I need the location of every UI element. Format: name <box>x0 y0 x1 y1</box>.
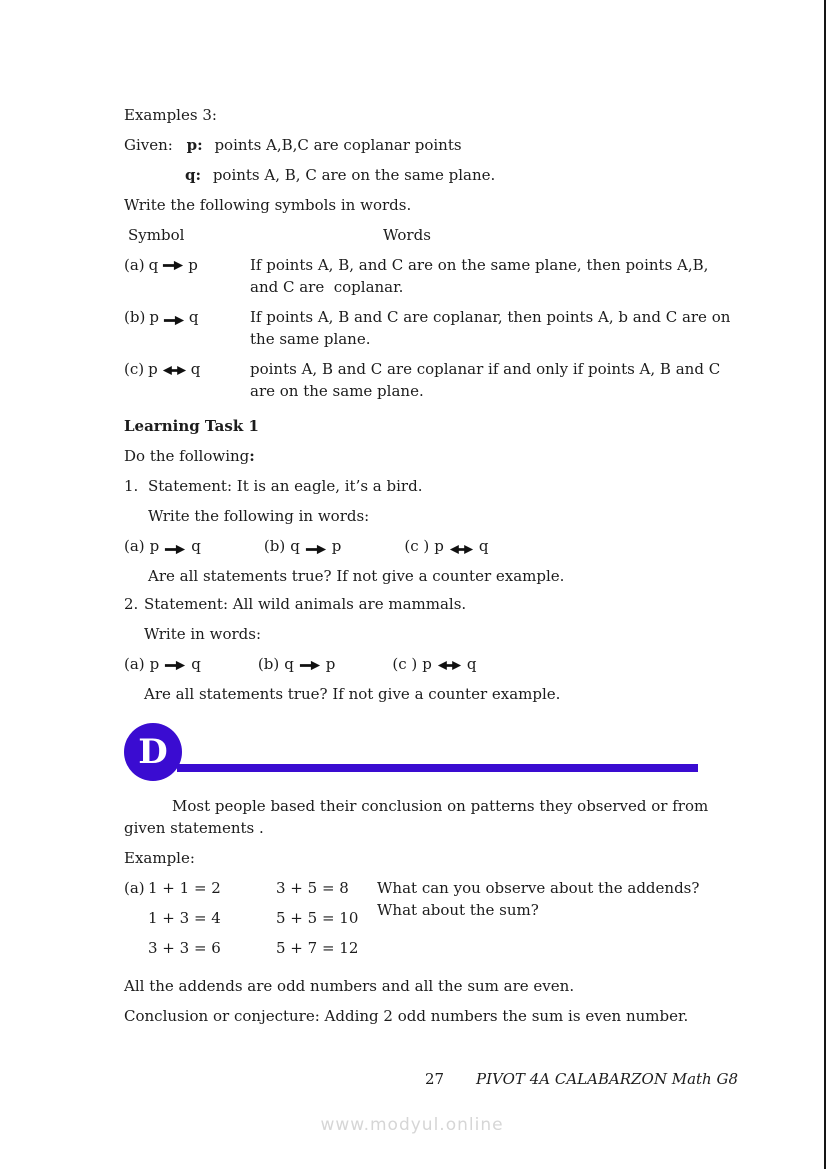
item-number: 2. <box>124 595 139 613</box>
equations-column-1 <box>148 877 276 967</box>
symbol-expression <box>124 358 250 402</box>
equations-block <box>124 877 738 967</box>
book-title: PIVOT 4A CALABARZON Math G8 <box>476 1070 738 1088</box>
task-item-1 <box>124 475 738 587</box>
words-cell: points A, B and C are coplanar if and only if points A, B and C are on the same plane. <box>250 360 725 400</box>
given-label: Given: <box>124 136 173 154</box>
q-text: points A, B, C are on the same plane. <box>212 166 496 184</box>
symbol-left: q <box>148 256 159 274</box>
table-row <box>124 306 738 350</box>
page-number: 27 <box>425 1070 445 1088</box>
symbol-right: p <box>188 256 198 274</box>
row-label: (a) <box>124 256 145 274</box>
symbol-left: p <box>148 360 158 378</box>
equations-column-2 <box>276 877 377 967</box>
learning-task-intro: Do the following: <box>124 447 255 465</box>
item-number: 1. <box>124 477 139 495</box>
watermark: www.modyul.online <box>320 1115 504 1135</box>
words-column-header: Words <box>383 226 431 244</box>
observation-line: All the addends are odd numbers and all the sum are even. <box>124 977 575 995</box>
section-d-paragraph: Most people based their conclusion on patterns they observed or from given statements . <box>124 797 709 837</box>
equation: 3 + 3 = 6 <box>148 939 221 957</box>
statement-text: Statement: All wild animals are mammals. <box>144 595 467 613</box>
right-arrow-icon <box>163 315 185 326</box>
learning-task-title: Learning Task 1 <box>124 417 259 435</box>
symbol-words-table <box>124 224 738 402</box>
symbol-column-header: Symbol <box>128 226 185 244</box>
double-arrow-icon <box>437 660 462 671</box>
option-b: (b) q p <box>257 655 336 673</box>
task-item-2 <box>124 593 738 705</box>
given-line <box>124 134 738 156</box>
section-d-header <box>124 723 738 781</box>
equations-item-label: (a) <box>124 879 145 897</box>
option-c: (c ) p q <box>392 655 477 673</box>
equations-question: What can you observe about the addends? What about the sum? <box>377 879 700 919</box>
option-c: (c ) p q <box>404 537 489 555</box>
q-label: q: <box>185 166 202 184</box>
statement-text: Statement: It is an eagle, it’s a bird. <box>148 477 423 495</box>
p-text: points A,B,C are coplanar points <box>214 136 462 154</box>
section-divider-bar <box>177 764 698 772</box>
right-arrow-icon <box>164 660 186 671</box>
question-line: Are all statements true? If not give a counter example. <box>148 567 565 585</box>
p-label: p: <box>186 136 203 154</box>
option-a: (a) p q <box>124 655 201 673</box>
equation: 3 + 5 = 8 <box>276 879 349 897</box>
example-label: Example: <box>124 849 195 867</box>
statement-line <box>124 593 738 615</box>
table-row <box>124 358 738 402</box>
equation: 5 + 7 = 12 <box>276 939 359 957</box>
conclusion-line: Conclusion or conjecture: Adding 2 odd numbers the sum is even number. <box>124 1007 689 1025</box>
option-b: (b) q p <box>263 537 342 555</box>
write-line: Write in words: <box>144 625 262 643</box>
options-line <box>124 653 738 675</box>
symbol-right: q <box>190 360 201 378</box>
instruction-line: Write the following symbols in words. <box>124 196 412 214</box>
right-arrow-icon <box>299 660 321 671</box>
section-d <box>124 723 738 1027</box>
right-arrow-icon <box>162 260 184 271</box>
section-d-letter: D <box>138 732 168 772</box>
right-arrow-icon <box>164 544 186 555</box>
symbol-expression <box>124 254 250 298</box>
table-row <box>124 254 738 298</box>
right-arrow-icon <box>305 544 327 555</box>
row-label: (b) <box>124 308 146 326</box>
row-label: (c) <box>124 360 145 378</box>
words-cell: If points A, B and C are coplanar, then points A, b and C are on the same plane. <box>250 308 736 348</box>
equation: 1 + 1 = 2 <box>148 879 221 897</box>
symbol-right: q <box>188 308 199 326</box>
symbol-left: p <box>149 308 159 326</box>
question-line: Are all statements true? If not give a counter example. <box>144 685 561 703</box>
equation: 1 + 3 = 4 <box>148 909 221 927</box>
double-arrow-icon <box>449 544 474 555</box>
page-footer <box>0 1070 824 1094</box>
equation: 5 + 5 = 10 <box>276 909 359 927</box>
statement-line <box>124 475 738 497</box>
write-line: Write the following in words: <box>148 507 370 525</box>
symbol-expression <box>124 306 250 350</box>
table-header <box>124 224 738 246</box>
section-d-badge <box>124 723 182 781</box>
q-line <box>185 164 738 186</box>
examples-heading: Examples 3: <box>124 106 217 124</box>
words-cell: If points A, B, and C are on the same plane, then points A,B, and C are coplanar. <box>250 256 714 296</box>
options-line <box>124 535 738 557</box>
double-arrow-icon <box>162 365 187 376</box>
option-a: (a) p q <box>124 537 201 555</box>
